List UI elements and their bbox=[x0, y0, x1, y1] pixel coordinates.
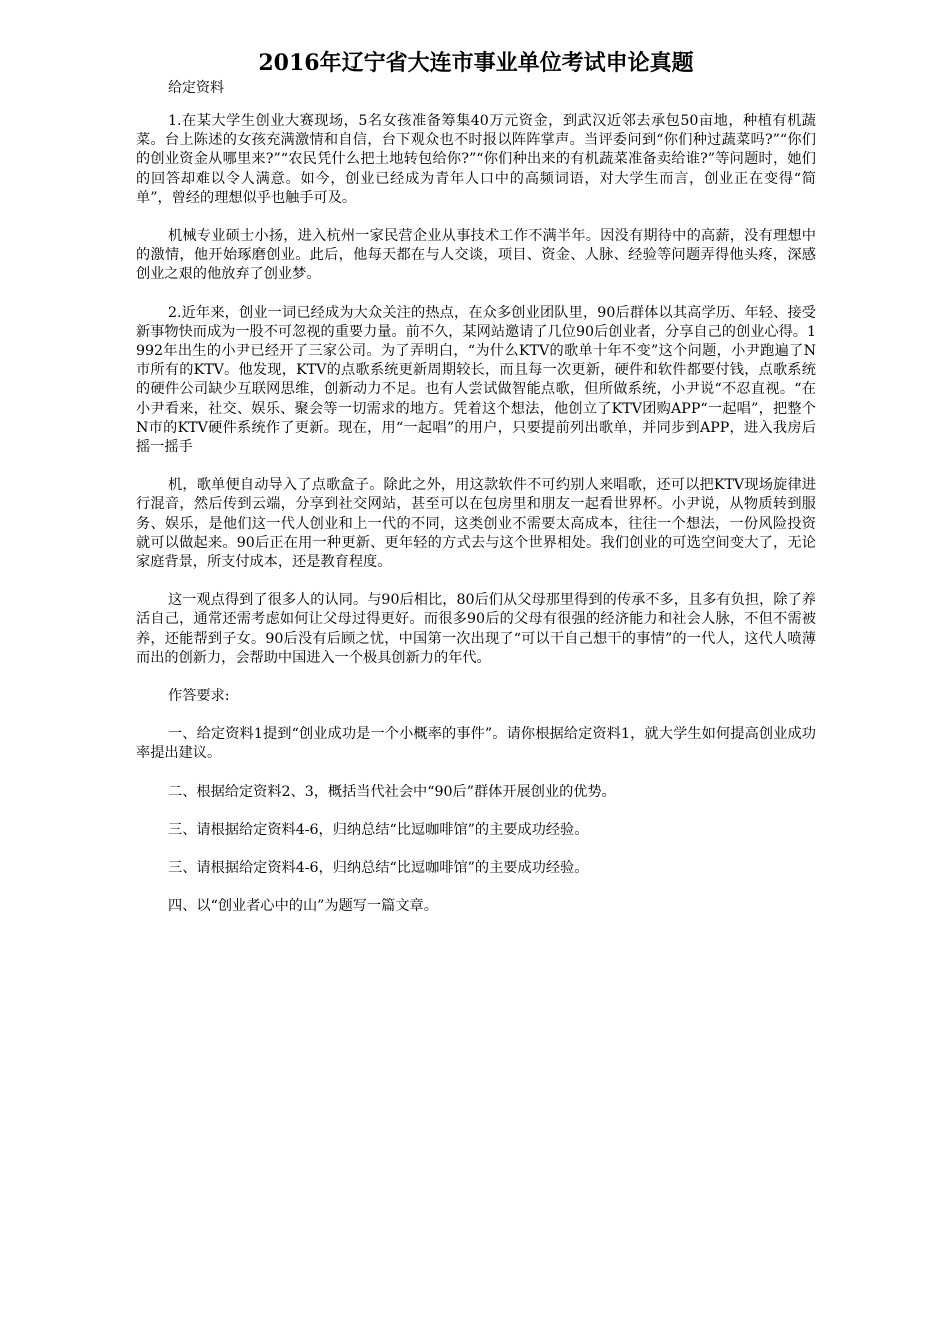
question-4: 四、以“创业者心中的山”为题写一篇文章。 bbox=[168, 898, 438, 915]
paragraph-2: 机械专业硕士小扬，进入杭州一家民营企业从事技术工作不满半年。因没有期待中的高薪，没有理想中的激情，他开始琢磨创业。此后，他每天都在与人交谈，项目、资金、人脉、经验等问题弄得他头疼，深感创业之艰的他放弃了创业梦。 bbox=[136, 228, 816, 283]
document-page bbox=[136, 48, 816, 936]
paragraph-1: 1.在某大学生创业大赛现场，5名女孩准备筹集40万元资金，到武汉近邻去承包50亩地，种植有机蔬菜。台上陈述的女孩充满激情和自信，台下观众也不时报以阵阵掌声。当评委问到“你们种过蔬菜吗?”“你们的创业资金从哪里来?”“农民凭什么把土地转包给你?”“你们种出来的有机蔬菜准备卖给谁?”等问题时，她们的回答却难以令人满意。如今，创业已经成为青年人口中的高频词语，对大学生而言，创业正在变得“简单”，曾经的理想似乎也触手可及。 bbox=[136, 113, 816, 206]
page-title: 2016年辽宁省大连市事业单位考试申论真题 bbox=[258, 50, 694, 76]
paragraph-4: 机，歌单便自动导入了点歌盒子。除此之外，用这款软件不可约别人来唱歌，还可以把KTV现场旋律进行混音，然后传到云端，分享到社交网站，甚至可以在包房里和朋友一起看世界杯。小尹说，从物质转到服务、娱乐，是他们这一代人创业和上一代的不同，这类创业不需要太高成本，往往一个想法，一份风险投资就可以做起来。90后正在用一种更新、更年轻的方式去与这个世界相处。我们创业的可选空间变大了，无论家庭背景，所支付成本，还是教育程度。 bbox=[136, 477, 816, 571]
question-3-duplicate: 三、请根据给定资料4-6，归纳总结“比逗咖啡馆”的主要成功经验。 bbox=[168, 860, 589, 877]
question-2: 二、根据给定资料2、3，概括当代社会中“90后”群体开展创业的优势。 bbox=[168, 783, 616, 800]
paragraph-5: 这一观点得到了很多人的认同。与90后相比，80后们从父母那里得到的传承不多，且多有负担，除了养活自己，通常还需考虑如何让父母过得更好。而很多90后的父母有很强的经济能力和社会人脉，不但不需被养，还能帮到子女。90后没有后顾之忧，中国第一次出现了“可以干自己想干的事情”的一代人，这代人喷薄而出的创新力，会帮助中国进入一个极具创新力的年代。 bbox=[136, 592, 816, 666]
material-label: 给定资料 bbox=[168, 80, 224, 96]
requirements-label: 作答要求: bbox=[168, 688, 230, 705]
question-1: 一、给定资料1提到“创业成功是一个小概率的事件”。请你根据给定资料1，就大学生如何提高创业成功率提出建议。 bbox=[136, 726, 816, 762]
paragraph-3: 2.近年来，创业一词已经成为大众关注的热点，在众多创业团队里，90后群体以其高学历、年轻、接受新事物快而成为一股不可忽视的重要力量。前不久，某网站邀请了几位90后创业者，分享自己的创业心得。1992年出生的小尹已经开了三家公司。为了弄明白，“为什么KTV的歌单十年不变”这个问题，小尹跑遍了N市所有的KTV。他发现，KTV的点歌系统更新周期较长，而且每一次更新，硬件和软件都要付钱，点歌系统的硬件公司缺少互联网思维，创新动力不足。也有人尝试做智能点歌，但所做系统，小尹说“不忍直视。“在小尹看来，社交、娱乐、聚会等一切需求的地方。凭着这个想法，他创立了KTV团购APP“一起唱”，把整个N市的KTV硬件系统作了更新。现在，用“一起唱”的用户，只要提前列出歌单，并同步到APP，进入我房后摇一摇手 bbox=[136, 304, 816, 456]
question-3: 三、请根据给定资料4-6，归纳总结“比逗咖啡馆”的主要成功经验。 bbox=[168, 821, 589, 838]
